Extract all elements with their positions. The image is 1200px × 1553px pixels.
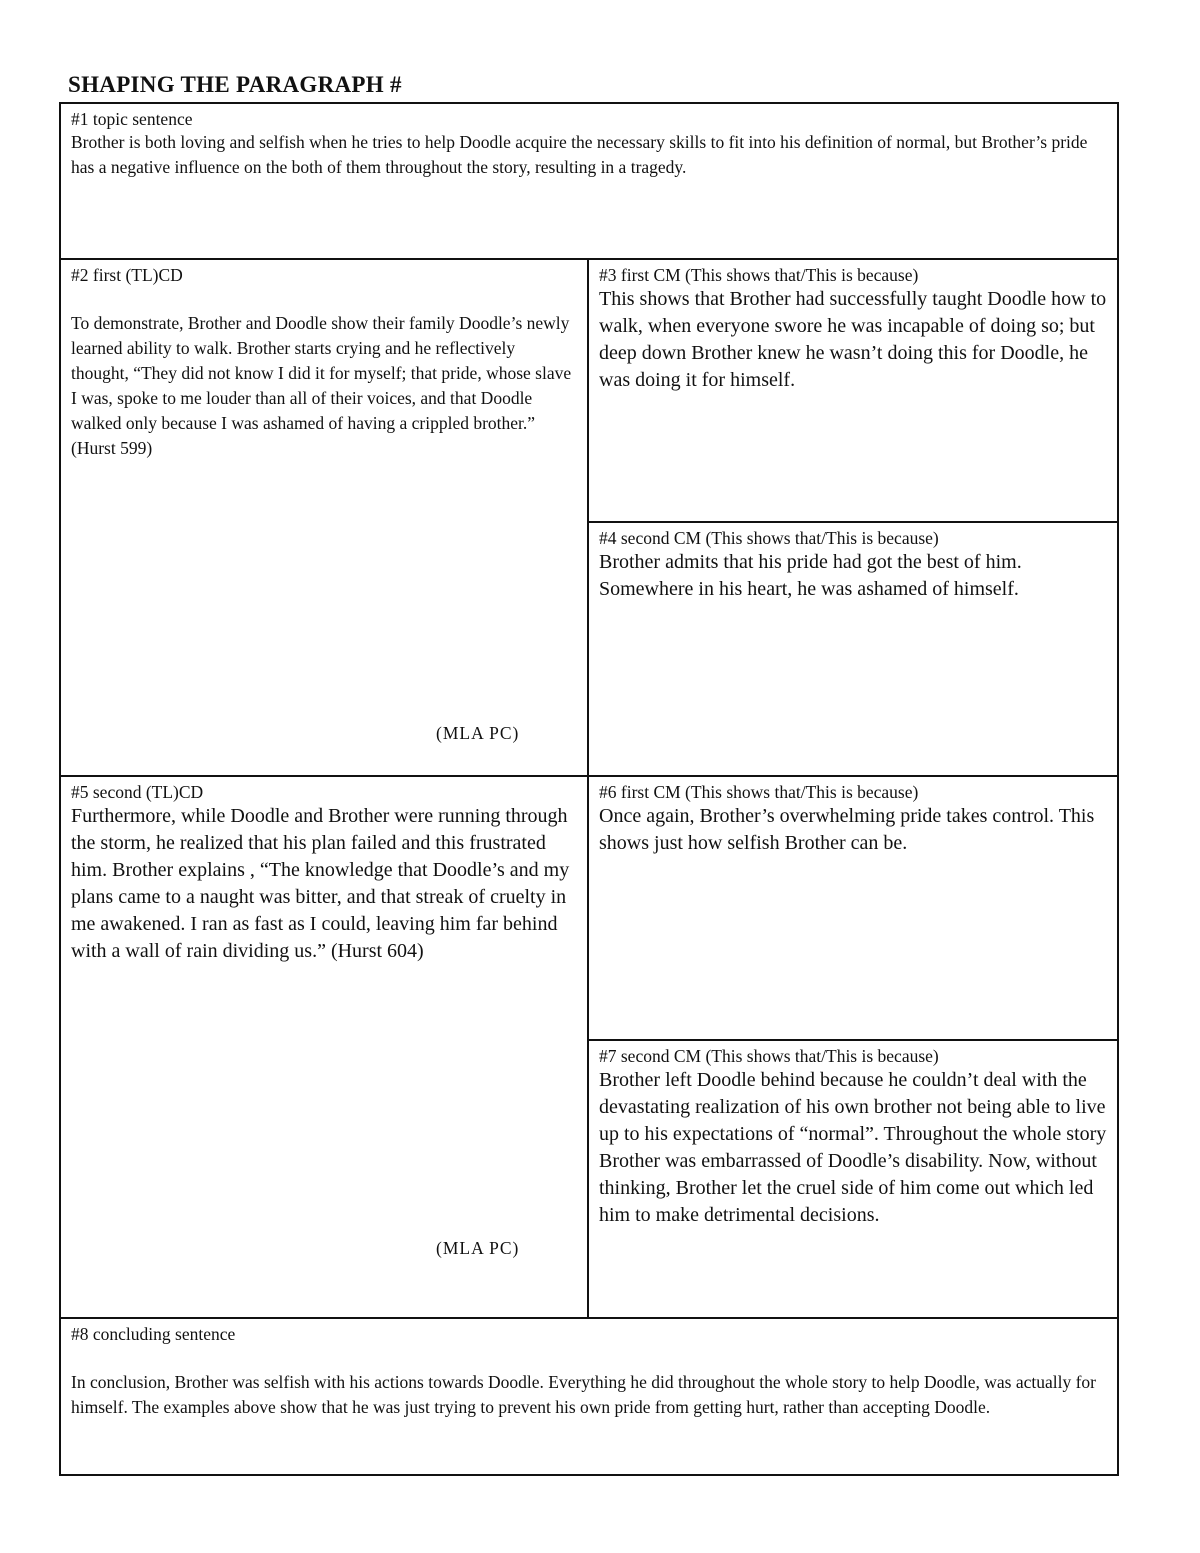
- section2-second-cm-cell: [589, 1041, 1117, 1317]
- concluding-sentence-text: In conclusion, Brother was selfish with his actions towards Doodle. Everything he did throughout the whole story to help Doodle, was actually for himself. The examples above show that he was just trying to prevent his own pride from getting hurt, rather than accepting Doodle.: [71, 1372, 1097, 1417]
- second-cd-citation: (MLA PC): [436, 1238, 520, 1258]
- concluding-sentence-label: #8 concluding sentence: [71, 1324, 236, 1344]
- section2-first-cm-text: Once again, Brother’s overwhelming pride takes control. This shows just how selfish Brother can be.: [599, 805, 1095, 854]
- section2-second-cm-label: #7 second CM (This shows that/This is because): [599, 1046, 939, 1066]
- section2-second-cm-text: Brother left Doodle behind because he couldn’t deal with the devastating realization of his own brother not being able to live up to his expectations of “normal”. Throughout the whole story Brother was embarrassed of Doodle’s disability. Now, without thinking, Brother let the cruel side of him come out which led him to make detrimental decisions.: [599, 1069, 1107, 1226]
- page-title: SHAPING THE PARAGRAPH #: [68, 72, 402, 97]
- paragraph-organizer-table: [59, 102, 1119, 1476]
- concluding-sentence-cell: [61, 1319, 1117, 1474]
- first-cd-gap: [71, 286, 577, 311]
- section1-second-cm-label: #4 second CM (This shows that/This is because): [599, 528, 939, 548]
- topic-sentence-label: #1 topic sentence: [71, 109, 193, 129]
- section2-first-cm-label: #6 first CM (This shows that/This is because): [599, 782, 919, 802]
- concluding-sentence-gap: [71, 1345, 1107, 1370]
- section1-first-cm-label: #3 first CM (This shows that/This is because): [599, 265, 919, 285]
- first-cd-text: To demonstrate, Brother and Doodle show their family Doodle’s newly learned ability to walk. Brother starts crying and he reflectively thought, “They did not know I did it for myself; that pride, whose slave I was, spoke to me louder than all of their voices, and that Doodle walked only because I was ashamed of having a crippled brother.” (Hurst 599): [71, 313, 572, 458]
- section1-second-cm-text: Brother admits that his pride had got the best of him. Somewhere in his heart, he was ashamed of himself.: [599, 551, 1022, 600]
- section1-second-cm-cell: [589, 523, 1117, 775]
- section1-first-cm-text: This shows that Brother had successfully taught Doodle how to walk, when everyone swore he was incapable of doing so; but deep down Brother knew he wasn’t doing this for Doodle, he was doing it for himself.: [599, 288, 1107, 391]
- topic-sentence-text: Brother is both loving and selfish when he tries to help Doodle acquire the necessary skills to fit into his definition of normal, but Brother’s pride has a negative influence on the both of them throughout the story, resulting in a tragedy.: [71, 132, 1088, 177]
- second-cd-label: #5 second (TL)CD: [71, 782, 204, 802]
- section2-first-cm-cell: [589, 777, 1117, 1039]
- first-cd-label: #2 first (TL)CD: [71, 265, 183, 285]
- first-cd-citation: (MLA PC): [436, 723, 520, 743]
- first-cd-cell: [61, 260, 587, 775]
- second-cd-text: Furthermore, while Doodle and Brother were running through the storm, he realized that his plan failed and this frustrated him. Brother explains , “The knowledge that Doodle’s and my plans came to a naught was bitter, and that streak of cruelty in me awakened. I ran as fast as I could, leaving him far behind with a wall of rain dividing us.” (Hurst 604): [71, 805, 570, 962]
- second-cd-cell: [61, 777, 587, 1317]
- topic-sentence-cell: [61, 104, 1117, 258]
- section1-first-cm-cell: [589, 260, 1117, 521]
